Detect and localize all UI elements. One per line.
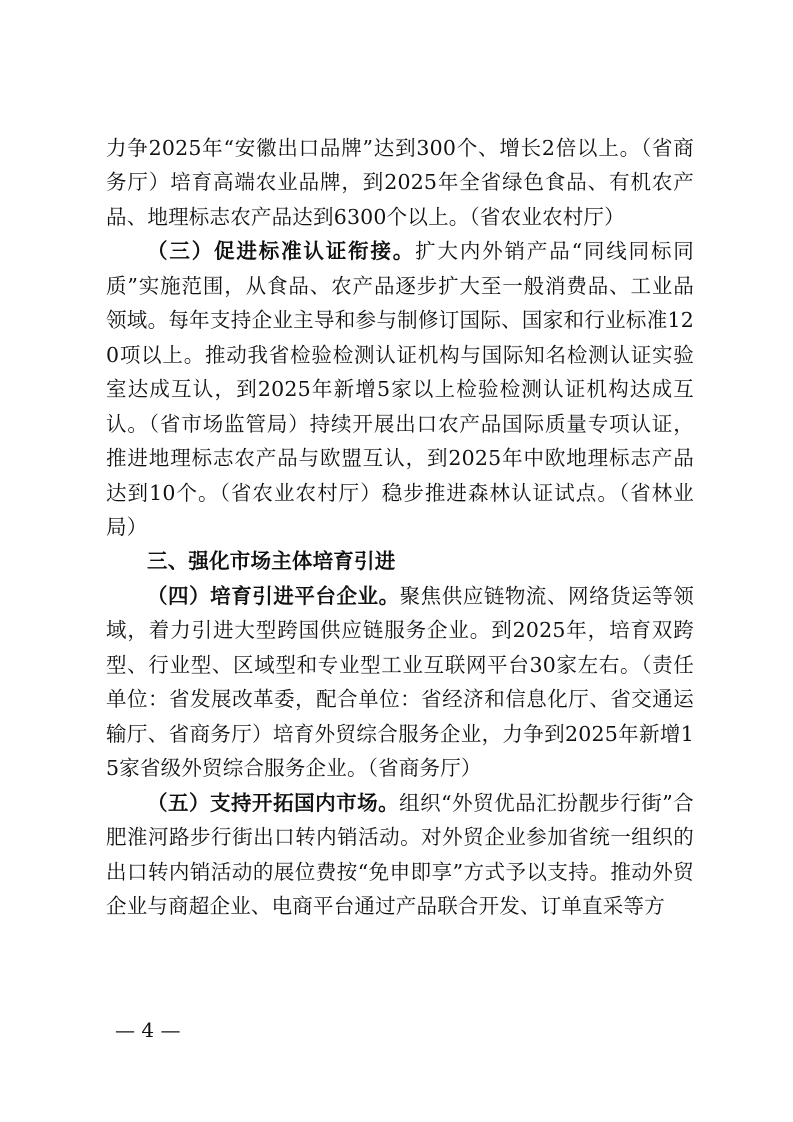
section-heading: 三、强化市场主体培育引进 bbox=[147, 549, 396, 574]
paragraph-lead-title: （四）培育引进平台企业。 bbox=[147, 583, 400, 608]
page-number: — 4 — bbox=[115, 1018, 181, 1042]
paragraph-domestic-market bbox=[106, 786, 694, 924]
paragraph-platform-enterprises bbox=[106, 579, 694, 786]
paragraph-text: 组织“外贸优品汇扮靓步行街”合肥淮河路步行街出口转内销活动。对外贸企业参加省统一组织的出口转内销活动的展位费按“免申即享”方式予以支持。推动外贸企业与商超企业、电商平台通过产品联合开发、订单直采等方 bbox=[106, 790, 694, 918]
paragraph-text: 聚焦供应链物流、网络货运等领域，着力引进大型跨国供应链服务企业。到2025年，培育双跨型、行业型、区域型和专业型工业互联网平台30家左右。（责任单位：省发展改革委，配合单位：省经济和信息化厅、省交通运输厅、省商务厅）培育外贸综合服务企业，力争到2025年新增15家省级外贸综合服务企业。（省商务厅） bbox=[106, 583, 694, 781]
paragraph-lead-title: （三）促进标准认证衔接。 bbox=[147, 239, 416, 264]
paragraph-text: 力争2025年“安徽出口品牌”达到300个、增长2倍以上。（省商务厅）培育高端农业品牌，到2025年全省绿色食品、有机农产品、地理标志农产品达到6300个以上。（省农业农村厅） bbox=[106, 136, 694, 229]
document-body bbox=[106, 131, 694, 923]
paragraph-text: 扩大内外销产品“同线同标同质”实施范围，从食品、农产品逐步扩大至一般消费品、工业品领域。每年支持企业主导和参与制修订国际、国家和行业标准120项以上。推动我省检验检测认证机构与国际知名检测认证实验室达成互认，到2025年新增5家以上检验检测认证机构达成互认。（省市场监管局）持续开展出口农产品国际质量专项认证，推进地理标志农产品与欧盟互认，到2025年中欧地理标志产品达到10个。（省农业农村厅）稳步推进森林认证试点。（省林业局） bbox=[106, 239, 694, 539]
paragraph-lead-title: （五）支持开拓国内市场。 bbox=[147, 790, 400, 815]
paragraph-standard-certification bbox=[106, 234, 694, 544]
paragraph-continuation bbox=[106, 131, 694, 234]
